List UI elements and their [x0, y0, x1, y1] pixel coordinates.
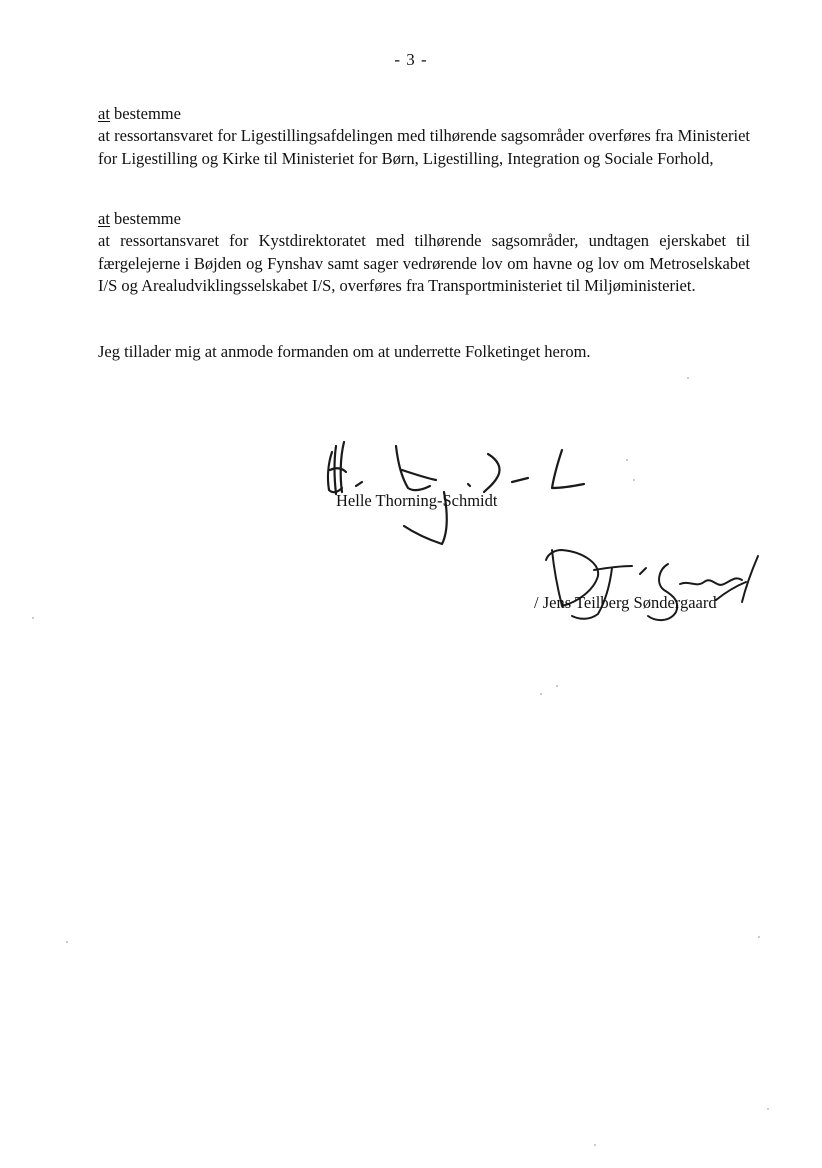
scan-speck: [556, 685, 558, 687]
scan-speck: [633, 479, 635, 481]
resolution-block-2: [98, 208, 750, 297]
resolution-lead-word: at: [98, 209, 110, 228]
resolution-text: at ressortansvaret for Kystdirektoratet med tilhørende sagsområder, undtagen ejerskabet til færgelejerne i Bøjden og Fynshav samt sager vedrørende lov om havne og lov om Metroselskabet I/S og Arealudviklingsselskabet I/S, overføres fra Transportministeriet til Miljøministeriet.: [98, 231, 750, 295]
resolution-lead-word: at: [98, 104, 110, 123]
scan-speck: [540, 693, 542, 695]
page-number: - 3 -: [394, 50, 428, 69]
signatory-1-name: Helle Thorning-Schmidt: [336, 491, 498, 510]
scan-speck: [758, 936, 760, 938]
resolution-lead-rest: bestemme: [109, 104, 181, 123]
resolution-lead: [98, 103, 750, 125]
closing-sentence: Jeg tillader mig at anmode formanden om at underrette Folketinget herom.: [98, 342, 591, 361]
resolution-lead-rest: bestemme: [109, 209, 181, 228]
scan-speck: [32, 617, 34, 619]
resolution-text: at ressortansvaret for Ligestillingsafdelingen med tilhørende sagsområder overføres fra Ministeriet for Ligestilling og Kirke til Ministeriet for Børn, Ligestilling, Integration og Sociale Forhold,: [98, 126, 750, 168]
signature-2-handwriting: [540, 540, 770, 630]
resolution-lead: [98, 208, 750, 230]
signatory-2-name: / Jens Teilberg Søndergaard: [534, 593, 717, 612]
scan-speck: [594, 1144, 596, 1146]
scan-speck: [767, 1108, 769, 1110]
scan-speck: [687, 377, 689, 379]
resolution-block-1: [98, 103, 750, 170]
scan-speck: [626, 459, 628, 461]
scan-speck: [66, 941, 68, 943]
